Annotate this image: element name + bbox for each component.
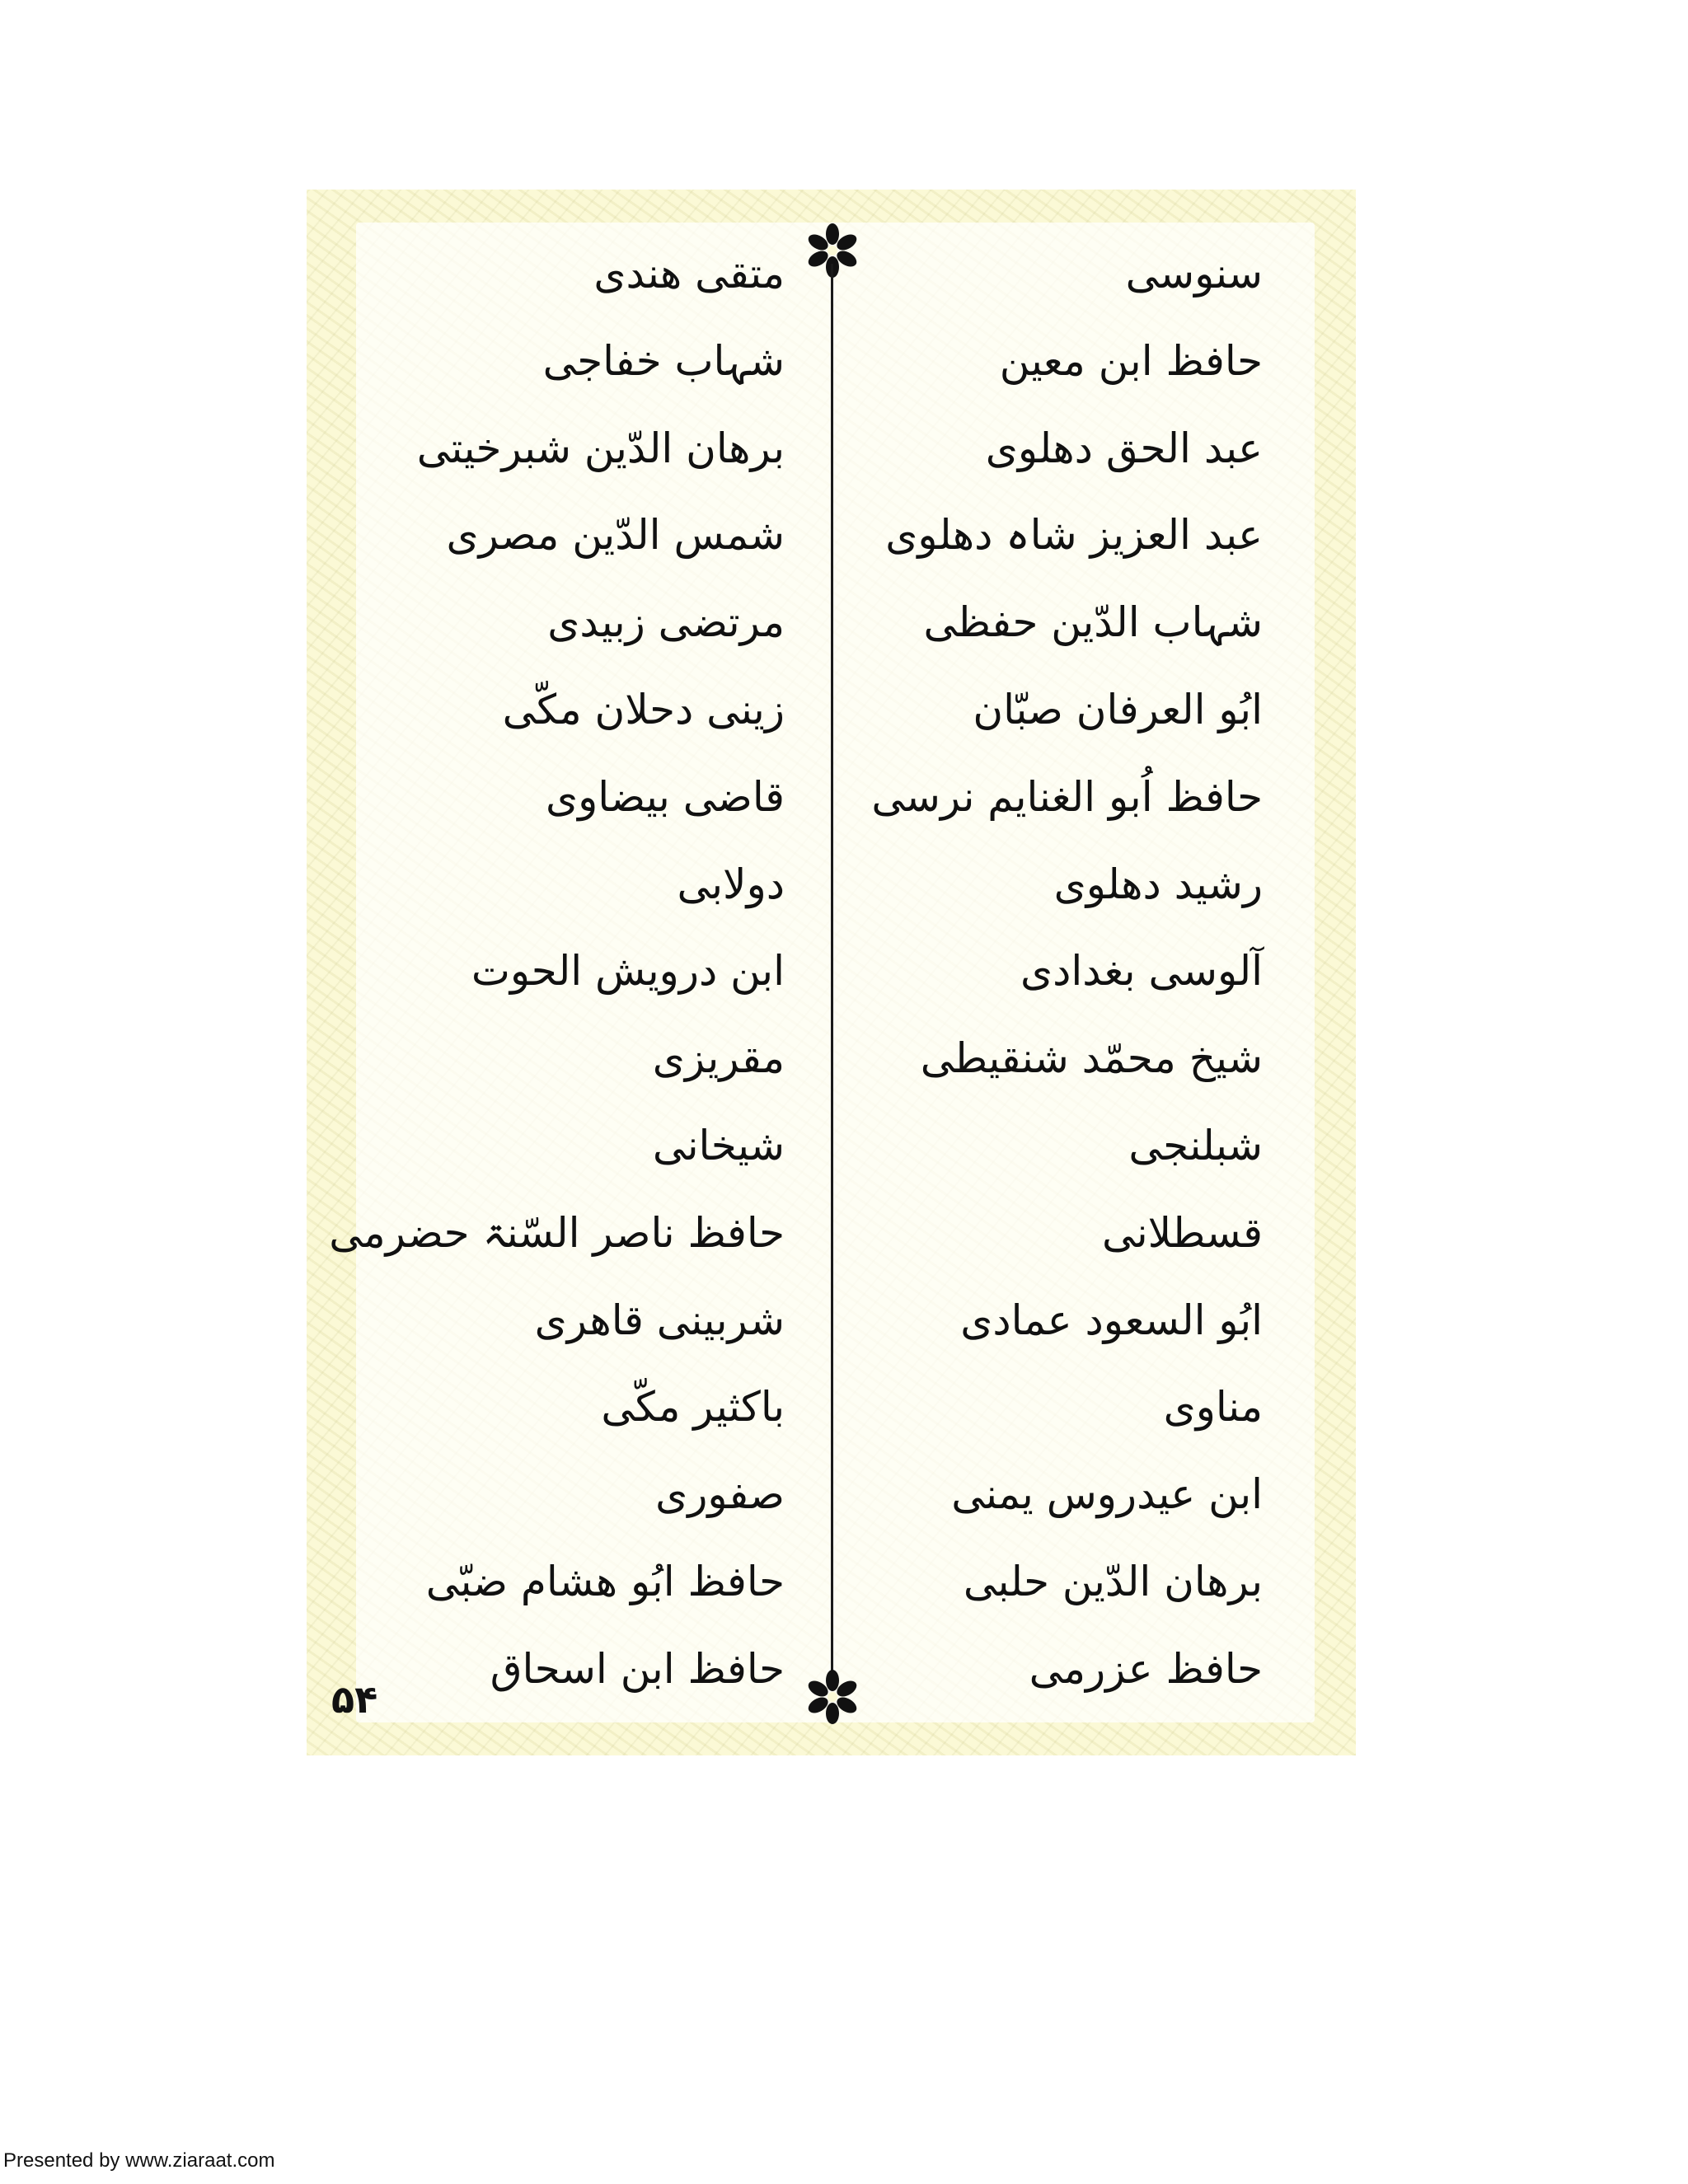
name-entry: قاضی بیضاوی xyxy=(545,772,785,821)
name-entry: آلوسی بغدادی xyxy=(1020,947,1263,996)
name-entry: شیخ محمّد شنقیطی xyxy=(920,1034,1263,1083)
name-entry: ابُو السعود عمادی xyxy=(960,1296,1263,1344)
name-entry: عبد العزیز شاہ دھلوی xyxy=(885,511,1263,560)
name-entry: شمس الدّین مصری xyxy=(446,511,785,560)
name-entry: شبلنجی xyxy=(1128,1121,1263,1169)
name-entry: حافظ اُبو الغنایم نرسی xyxy=(871,772,1263,821)
name-entry: ابُو العرفان صبّان xyxy=(973,685,1263,733)
name-entry: حافظ ناصر السّنۃ حضرمی xyxy=(329,1208,785,1257)
name-entry: برھان الدّین حلبی xyxy=(963,1557,1263,1605)
name-entry: ابن عیدروس یمنی xyxy=(951,1470,1263,1519)
name-entry: حافظ ابن اسحاق xyxy=(490,1644,785,1693)
name-entry: زینی دحلان مکّی xyxy=(502,685,785,733)
name-entry: حافظ عزرمی xyxy=(1029,1644,1263,1693)
name-entry: شیخانی xyxy=(652,1121,785,1169)
name-entry: شربینی قاھری xyxy=(534,1296,785,1344)
flower-ornament-bottom-icon xyxy=(804,1669,860,1725)
name-entry: عبد الحق دھلوی xyxy=(985,424,1263,472)
page-frame xyxy=(307,190,1356,1755)
name-entry: مناوی xyxy=(1163,1383,1263,1432)
name-entry: باکثیر مکّی xyxy=(601,1383,785,1432)
page-number: ۵۴ xyxy=(331,1677,378,1722)
name-entry: رشید دھلوی xyxy=(1053,860,1263,908)
name-entry: ابن درویش الحوت xyxy=(471,947,785,996)
footer-credit: Presented by www.ziaraat.com xyxy=(3,2149,275,2172)
name-entry: متقی ھندی xyxy=(593,250,785,298)
name-entry: سنوسی xyxy=(1125,250,1263,298)
name-entry: حافظ ابُو ھشام ضبّی xyxy=(425,1557,785,1605)
name-entry: صفوری xyxy=(655,1470,785,1519)
name-entry: شہاب خفاجی xyxy=(542,336,785,385)
name-entry: دولابی xyxy=(677,860,785,908)
name-entry: برھان الدّین شبرخیتی xyxy=(416,424,785,472)
right-name-column xyxy=(871,231,1271,1713)
name-entry: شہاب الدّین حفظی xyxy=(923,598,1263,647)
name-entry: مقریزی xyxy=(652,1034,785,1083)
name-entry: حافظ ابن معین xyxy=(999,336,1263,385)
name-entry: قسطلانی xyxy=(1102,1208,1263,1257)
column-divider xyxy=(831,264,833,1673)
name-entry: مرتضی زبیدی xyxy=(547,598,785,647)
